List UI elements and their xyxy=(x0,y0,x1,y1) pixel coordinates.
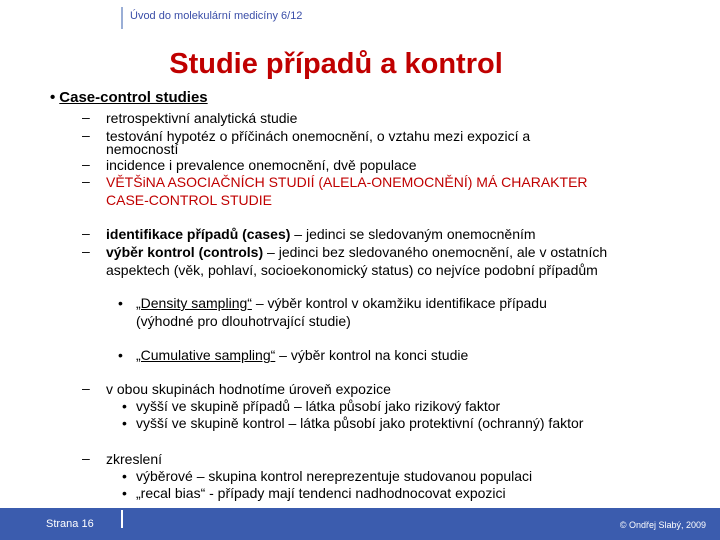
cases-description: – jedinci se sledovaným onemocněním xyxy=(290,226,536,242)
bullet-icon: • xyxy=(122,468,127,484)
cumulative-sampling-label: „Cumulative sampling“ xyxy=(136,347,276,363)
list-item-cases xyxy=(106,226,536,242)
density-sampling-label: „Density sampling“ xyxy=(136,295,252,311)
list-item-continuation: nemocností xyxy=(106,141,179,157)
sub-list-item: vyšší ve skupině kontrol – látka působí jako protektivní (ochranný) faktor xyxy=(136,415,584,431)
cumulative-sampling-description: – výběr kontrol na konci studie xyxy=(275,347,469,363)
bullet-icon: • xyxy=(118,295,123,311)
controls-description: – jedinci bez sledovaného onemocnění, ale v ostatních xyxy=(263,244,608,260)
dash-icon: – xyxy=(82,173,90,189)
footer-bar xyxy=(0,508,720,540)
list-item-controls xyxy=(106,244,607,260)
bullet-icon: • xyxy=(122,485,127,501)
dash-icon: – xyxy=(82,109,90,125)
dash-icon: – xyxy=(82,127,90,143)
copyright: © Ondřej Slabý, 2009 xyxy=(619,520,706,530)
list-item-highlight: VĚTŠiNA ASOCIAČNÍCH STUDIÍ (ALELA-ONEMOCNĚNÍ) MÁ CHARAKTER xyxy=(106,174,588,190)
bullet-icon: • xyxy=(122,415,127,431)
dash-icon: – xyxy=(82,380,90,396)
header-divider xyxy=(121,7,123,29)
course-header: Úvod do molekulární medicíny 6/12 xyxy=(130,10,303,22)
list-item-continuation: aspektech (věk, pohlaví, socioekonomický status) co nejvíce podobní případům xyxy=(106,262,598,278)
bullet-icon: • xyxy=(122,398,127,414)
dash-icon: – xyxy=(82,156,90,172)
slide-title: Studie případů a kontrol xyxy=(169,48,503,80)
main-bullet xyxy=(50,89,208,106)
cumulative-sampling-item xyxy=(136,347,468,363)
sub-list-item: „recal bias“ - případy mají tendenci nadhodnocovat expozici xyxy=(136,485,506,501)
sub-list-item: výběrové – skupina kontrol nereprezentuje studovanou populaci xyxy=(136,468,533,484)
dash-icon: – xyxy=(82,243,90,259)
dash-icon: – xyxy=(82,225,90,241)
bullet-icon: • xyxy=(118,347,123,363)
list-item-highlight-continuation: CASE-CONTROL STUDIE xyxy=(106,192,272,208)
footer-divider xyxy=(121,510,123,528)
density-sampling-description: – výběr kontrol v okamžiku identifikace případu xyxy=(251,295,547,311)
sub-list-item: vyšší ve skupině případů – látka působí jako rizikový faktor xyxy=(136,398,501,414)
density-sampling-item xyxy=(136,295,547,311)
list-item: testování hypotéz o příčinách onemocnění, o vztahu mezi expozicí a xyxy=(106,128,531,144)
main-bullet-text: Case-control studies xyxy=(59,89,208,106)
cases-label: identifikace případů (cases) xyxy=(106,226,291,242)
dash-icon: – xyxy=(82,450,90,466)
list-item: zkreslení xyxy=(106,451,163,467)
page-number: Strana 16 xyxy=(46,518,94,530)
list-item: incidence i prevalence onemocnění, dvě populace xyxy=(106,157,417,173)
list-item: retrospektivní analytická studie xyxy=(106,110,298,126)
controls-label: výběr kontrol (controls) xyxy=(106,244,264,260)
bullet-icon: • xyxy=(50,89,56,106)
density-sampling-continuation: (výhodné pro dlouhotrvající studie) xyxy=(136,313,351,329)
list-item: v obou skupinách hodnotíme úroveň expozice xyxy=(106,381,391,397)
